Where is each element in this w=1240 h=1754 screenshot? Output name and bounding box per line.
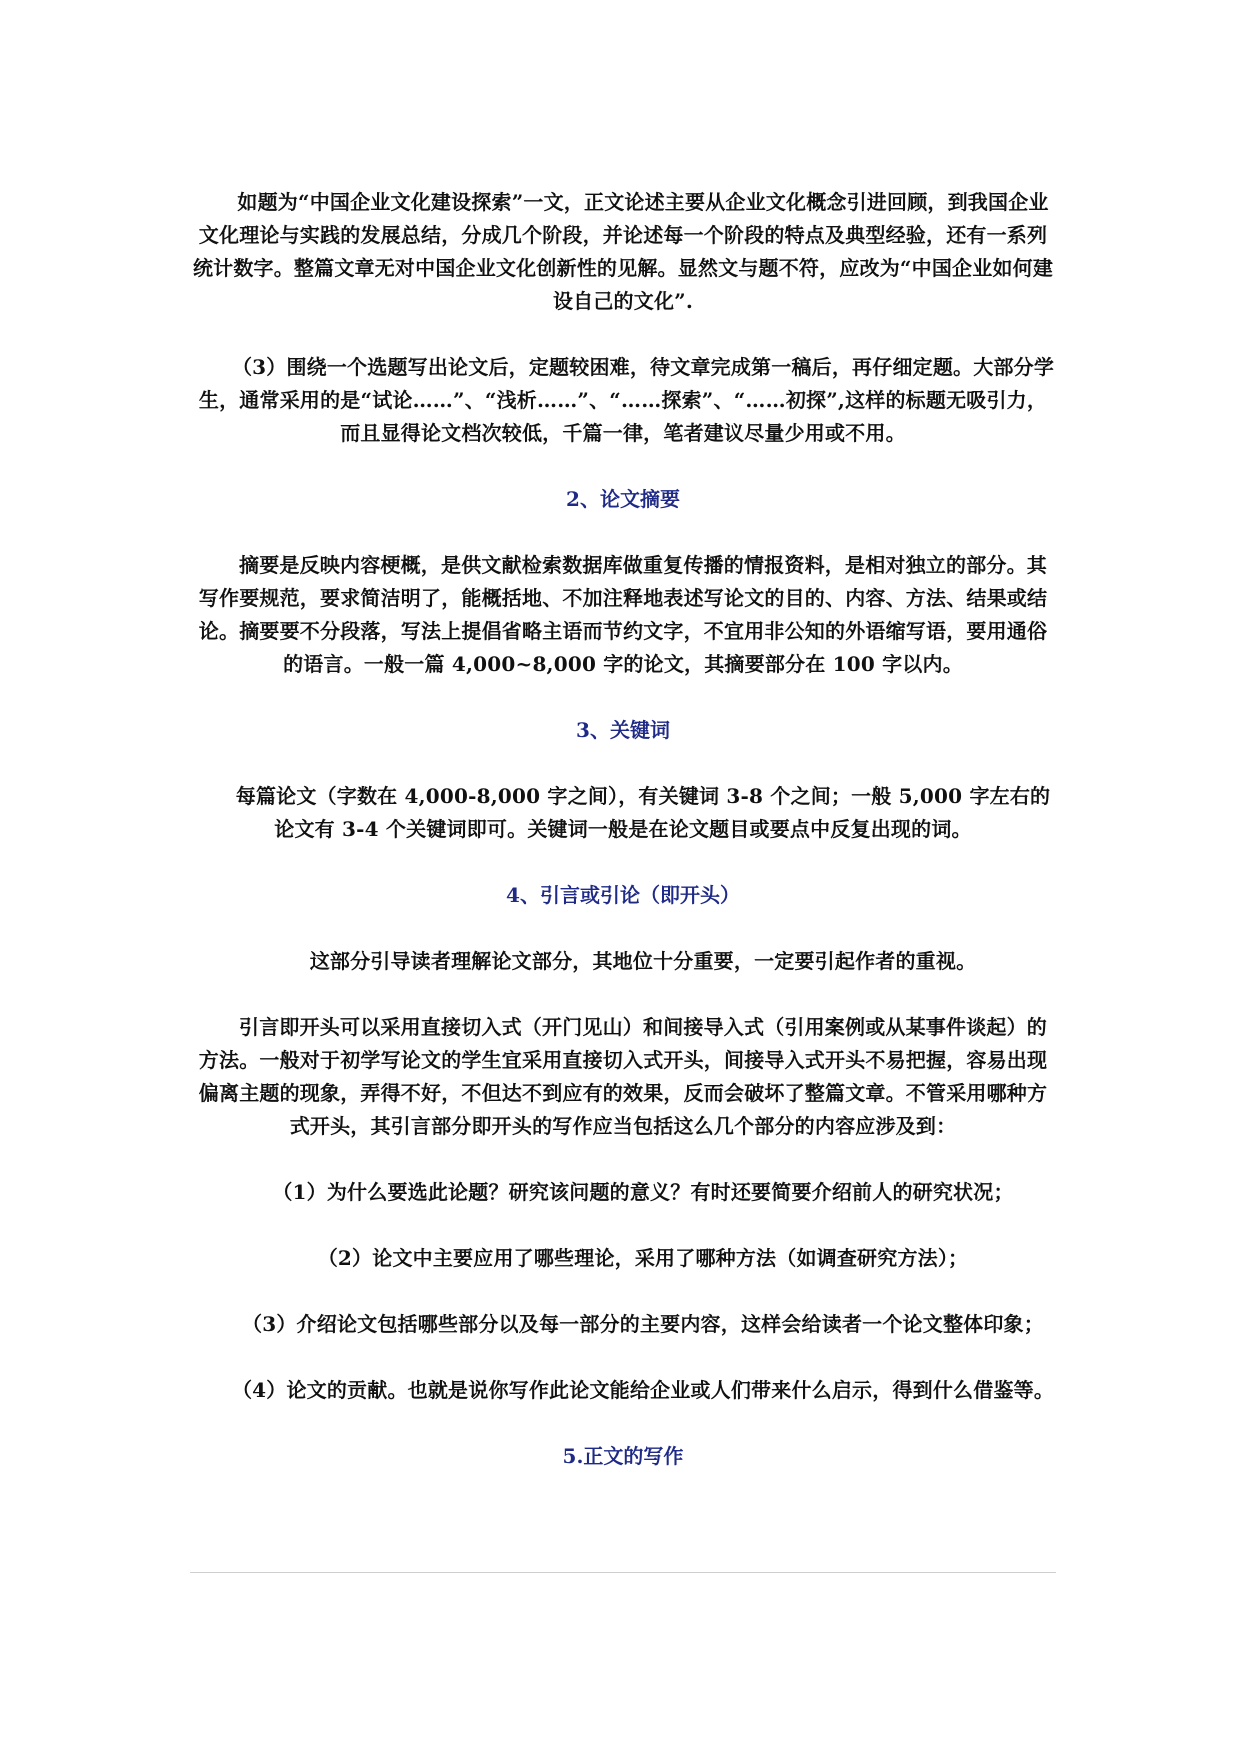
list-item-intro-4: （4）论文的贡献。也就是说你写作此论文能给企业或人们带来什么启示，得到什么借鉴等。 [231,1378,1055,1402]
list-item-intro-1: （1）为什么要选此论题？研究该问题的意义？有时还要简要介绍前人的研究状况； [272,1180,1014,1204]
list-item-intro-3: （3）介绍论文包括哪些部分以及每一部分的主要内容，这样会给读者一个论文整体印象； [242,1312,1044,1336]
list-item-intro-2: （2）论文中主要应用了哪些理论，采用了哪种方法（如调查研究方法）； [317,1246,969,1270]
divider [190,1572,1056,1573]
paragraph-title-advice: （3）围绕一个选题写出论文后，定题较困难，待文章完成第一稿后，再仔细定题。大部分学生，通常采用的是“试论……”、“浅析……”、“……探索”、“……初探”,这样的标题无吸引力，而且显得论文档次较低，千篇一律，笔者建议尽量少用或不用。 [198,355,1055,445]
section-heading-abstract: 2、论文摘要 [566,487,680,511]
paragraph-introduction-importance: 这部分引导读者理解论文部分，其地位十分重要，一定要引起作者的重视。 [309,949,977,973]
paragraph-abstract: 摘要是反映内容梗概，是供文献检索数据库做重复传播的情报资料，是相对独立的部分。其写作要规范，要求简洁明了，能概括地、不加注释地表述写论文的目的、内容、方法、结果或结论。摘要要不分段落，写法上提倡省略主语而节约文字，不宜用非公知的外语缩写语，要用通俗的语言。一般一篇 4,000~8,000 字的论文，其摘要部分在 100 字以内。 [198,553,1048,676]
section-heading-introduction: 4、引言或引论（即开头） [506,883,740,907]
section-heading-body-writing: 5.正文的写作 [562,1444,684,1468]
section-heading-keywords: 3、关键词 [576,718,670,742]
document-body [190,186,1056,1506]
paragraph-keywords: 每篇论文（字数在 4,000-8,000 字之间），有关键词 3-8 个之间；一般 5,000 字左右的论文有 3-4 个关键词即可。关键词一般是在论文题目或要点中反复出现的词。 [235,784,1051,841]
paragraph-introduction-methods: 引言即开头可以采用直接切入式（开门见山）和间接导入式（引用案例或从某事件谈起）的方法。一般对于初学写论文的学生宜采用直接切入式开头，间接导入式开头不易把握，容易出现偏离主题的现象，弄得不好，不但达不到应有的效果，反而会破坏了整篇文章。不管采用哪种方式开头，其引言部分即开头的写作应当包括这么几个部分的内容应涉及到： [198,1015,1048,1138]
paragraph-title-example: 如题为“中国企业文化建设探索”一文，正文论述主要从企业文化概念引进回顾，到我国企业文化理论与实践的发展总结，分成几个阶段，并论述每一个阶段的特点及典型经验，还有一系列统计数字。整篇文章无对中国企业文化创新性的见解。显然文与题不符，应改为“中国企业如何建设自己的文化”. [192,190,1054,313]
